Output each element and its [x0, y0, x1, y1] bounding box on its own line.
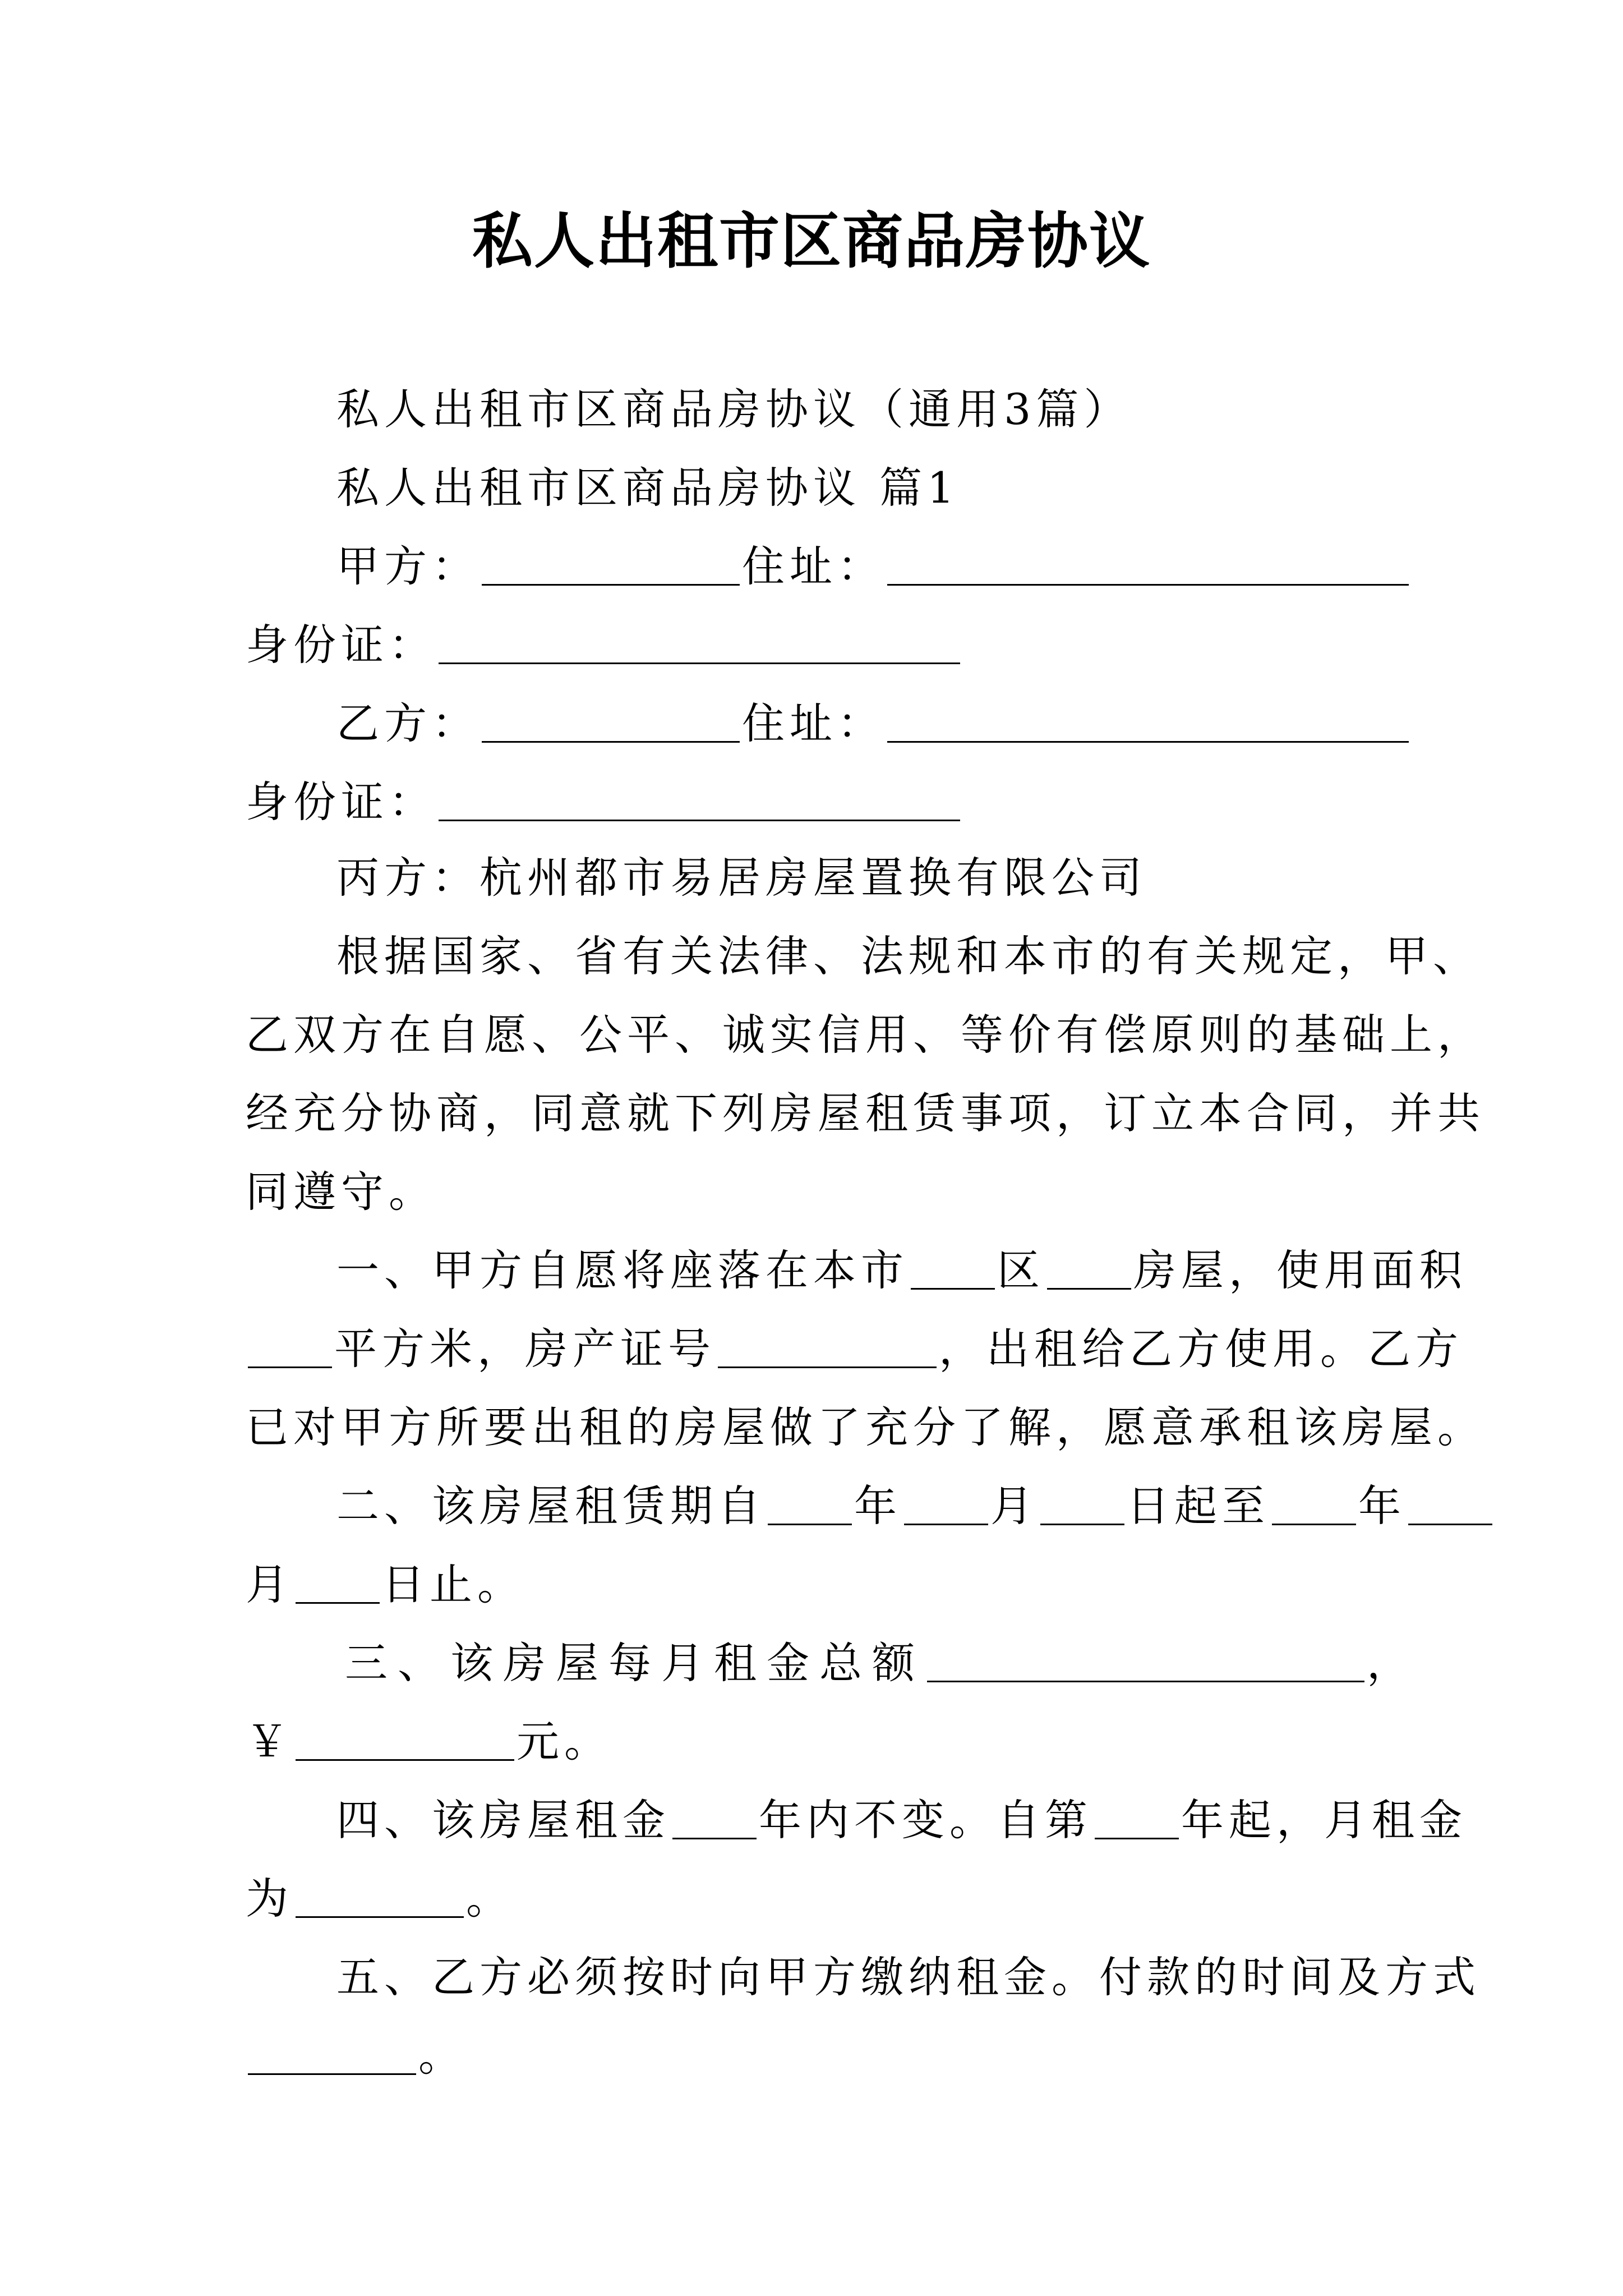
clause-4-text-a: 四、该房屋租金	[336, 1795, 670, 1845]
district-blank	[911, 1249, 995, 1290]
fixed-years-blank	[672, 1798, 757, 1839]
new-rent-blank	[296, 1877, 464, 1918]
clause-3-comma: ，	[1367, 1638, 1419, 1688]
area-blank	[248, 1327, 332, 1368]
clause-5-text-b: 。	[418, 2031, 466, 2081]
clause-3-yen: ￥	[246, 1717, 293, 1766]
clause-2-year-2: 年	[1358, 1481, 1406, 1531]
clause-1-text-e: ，出租给乙方使用。乙方	[939, 1324, 1463, 1374]
start-month-blank	[904, 1484, 988, 1525]
end-year-blank	[1272, 1484, 1356, 1525]
from-year-blank	[1095, 1798, 1179, 1839]
party-b-label: 乙方：	[336, 698, 479, 748]
clause-4-line-2	[246, 1871, 514, 1927]
clause-4-text-b: 年内不变。自第	[759, 1795, 1092, 1845]
clause-4-text-c: 年起，月租金	[1181, 1795, 1467, 1845]
clause-1-line-2	[246, 1321, 1463, 1377]
party-a-id-blank	[439, 623, 960, 664]
start-day-blank	[1040, 1484, 1124, 1525]
section-heading: 私人出租市区商品房协议 篇1	[336, 463, 960, 513]
intro-line-4: 同遵守。	[246, 1167, 436, 1217]
party-b-name-blank	[482, 702, 740, 743]
party-c-line: 丙方：杭州都市易居房屋置换有限公司	[336, 853, 1147, 903]
document-title: 私人出租市区商品房协议	[472, 206, 1151, 277]
clause-2-line-2	[246, 1557, 525, 1613]
clause-1-text-b: 区	[997, 1245, 1045, 1295]
party-b-line	[336, 696, 1411, 752]
clause-2-month-2: 月	[246, 1559, 293, 1609]
clause-1-text-a: 一、甲方自愿将座落在本市	[336, 1245, 909, 1295]
clause-3-line-2	[246, 1714, 612, 1770]
start-year-blank	[768, 1484, 852, 1525]
party-a-label: 甲方：	[336, 541, 479, 591]
party-b-id-label: 身份证：	[246, 777, 436, 827]
clause-5-line-1: 五、乙方必须按时向甲方缴纳租金。付款的时间及方式	[336, 1952, 1481, 2002]
clause-1-text-d: 平方米，房产证号	[334, 1324, 716, 1374]
party-a-name-blank	[482, 545, 740, 586]
end-month-blank	[1408, 1484, 1492, 1525]
clause-3-text-a: 三、该房屋每月租金总额	[345, 1638, 925, 1688]
house-blank	[1047, 1249, 1131, 1290]
party-b-address-blank	[887, 702, 1409, 743]
clause-2-day-from: 日起至	[1127, 1481, 1270, 1531]
clause-2-text-a: 二、该房屋租赁期自	[336, 1481, 766, 1531]
party-b-address-label: 住址：	[742, 698, 885, 748]
party-b-id-blank	[439, 780, 960, 821]
party-b-id-line	[246, 774, 962, 830]
clause-2-year-1: 年	[854, 1481, 902, 1531]
clause-3-yuan: 元。	[517, 1717, 612, 1766]
rent-amount-blank	[296, 1720, 514, 1761]
clause-5-line-2	[246, 2028, 466, 2084]
party-a-line	[336, 539, 1411, 595]
party-a-id-line	[246, 617, 962, 673]
clause-4-line-1	[336, 1792, 1467, 1848]
payment-method-blank	[248, 2034, 416, 2075]
party-a-address-label: 住址：	[742, 541, 885, 591]
clause-2-day-end: 日止。	[382, 1559, 525, 1609]
clause-1-line-3: 已对甲方所要出租的房屋做了充分了解，愿意承租该房屋。	[246, 1402, 1485, 1452]
intro-line-3: 经充分协商，同意就下列房屋租赁事项，订立本合同，并共	[246, 1088, 1485, 1138]
clause-2-month-1: 月	[990, 1481, 1038, 1531]
clause-3-line-1	[345, 1635, 1419, 1691]
monthly-rent-blank	[927, 1641, 1364, 1682]
clause-4-text-e: 。	[466, 1874, 514, 1924]
party-a-address-blank	[887, 545, 1409, 586]
intro-line-1: 根据国家、省有关法律、法规和本市的有关规定，甲、	[336, 931, 1481, 981]
clause-1-line-1	[336, 1243, 1467, 1299]
end-day-blank	[296, 1563, 380, 1604]
party-a-id-label: 身份证：	[246, 620, 436, 670]
clause-4-text-d: 为	[246, 1874, 293, 1924]
document-subtitle: 私人出租市区商品房协议（通用3篇）	[336, 384, 1132, 434]
certificate-blank	[718, 1327, 937, 1368]
intro-line-2: 乙双方在自愿、公平、诚实信用、等价有偿原则的基础上，	[246, 1010, 1485, 1060]
clause-2-line-1	[336, 1478, 1495, 1534]
clause-1-text-c: 房屋，使用面积	[1133, 1245, 1467, 1295]
